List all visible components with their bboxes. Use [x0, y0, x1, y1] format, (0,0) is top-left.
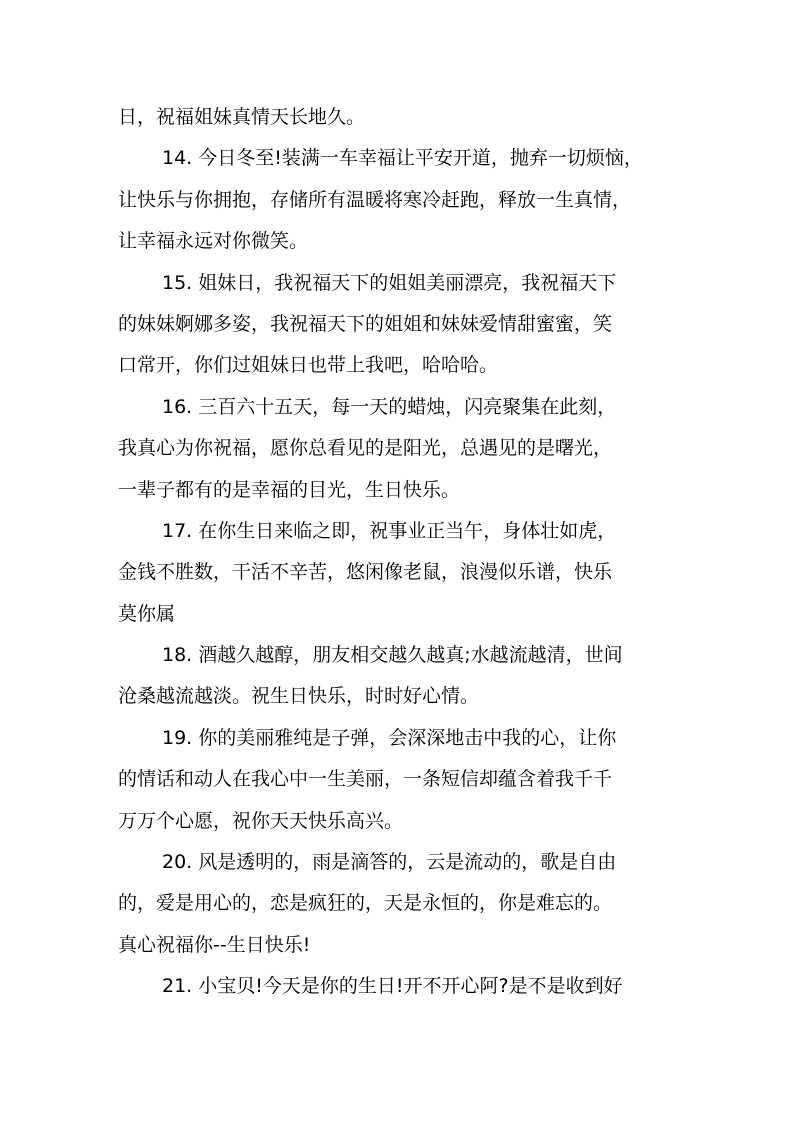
text-line: 莫你属	[118, 602, 176, 625]
text-line: 的妹妹婀娜多姿，我祝福天下的姐姐和妹妹爱情甜蜜蜜，笑	[118, 312, 613, 335]
text-line: 的情话和动人在我心中一生美丽，一条短信却蕴含着我千千	[118, 768, 613, 791]
text-line: 18. 酒越久越醇，朋友相交越久越真;水越流越清，世间	[162, 644, 623, 667]
document-body	[118, 97, 678, 1008]
text-line: 让快乐与你拥抱，存储所有温暖将寒冷赶跑，释放一生真情，	[118, 188, 632, 211]
text-line: 一辈子都有的是幸福的目光，生日快乐。	[118, 478, 461, 501]
text-line: 14. 今日冬至!装满一车幸福让平安开道，抛弃一切烦恼，	[162, 147, 643, 170]
text-line: 16. 三百六十五天，每一天的蜡烛，闪亮聚集在此刻，	[162, 395, 617, 418]
text-line: 让幸福永远对你微笑。	[118, 230, 309, 253]
text-line: 21. 小宝贝!今天是你的生日!开不开心阿?是不是收到好	[162, 975, 623, 998]
text-line: 金钱不胜数，干活不辛苦，悠闲像老鼠，浪漫似乐谱，快乐	[118, 561, 613, 584]
text-line: 口常开，你们过姐妹日也带上我吧，哈哈哈。	[118, 354, 499, 377]
text-line: 15. 姐妹日，我祝福天下的姐姐美丽漂亮，我祝福天下	[162, 271, 617, 294]
text-line: 19. 你的美丽雅纯是子弹，会深深地击中我的心，让你	[162, 726, 617, 749]
text-line: 我真心为你祝福，愿你总看见的是阳光，总遇见的是曙光，	[118, 437, 613, 460]
text-line: 日，祝福姐妹真情天长地久。	[118, 106, 366, 128]
text-line: 20. 风是透明的，雨是滴答的，云是流动的，歌是自由	[162, 851, 617, 874]
text-line: 的，爱是用心的，恋是疯狂的，天是永恒的，你是难忘的。	[118, 892, 613, 915]
text-line: 沧桑越流越淡。祝生日快乐，时时好心情。	[118, 685, 480, 708]
text-line: 万万个心愿，祝你天天快乐高兴。	[118, 809, 404, 832]
text-line: 真心祝福你--生日快乐!	[118, 933, 311, 956]
text-line: 17. 在你生日来临之即，祝事业正当午，身体壮如虎，	[162, 519, 617, 542]
